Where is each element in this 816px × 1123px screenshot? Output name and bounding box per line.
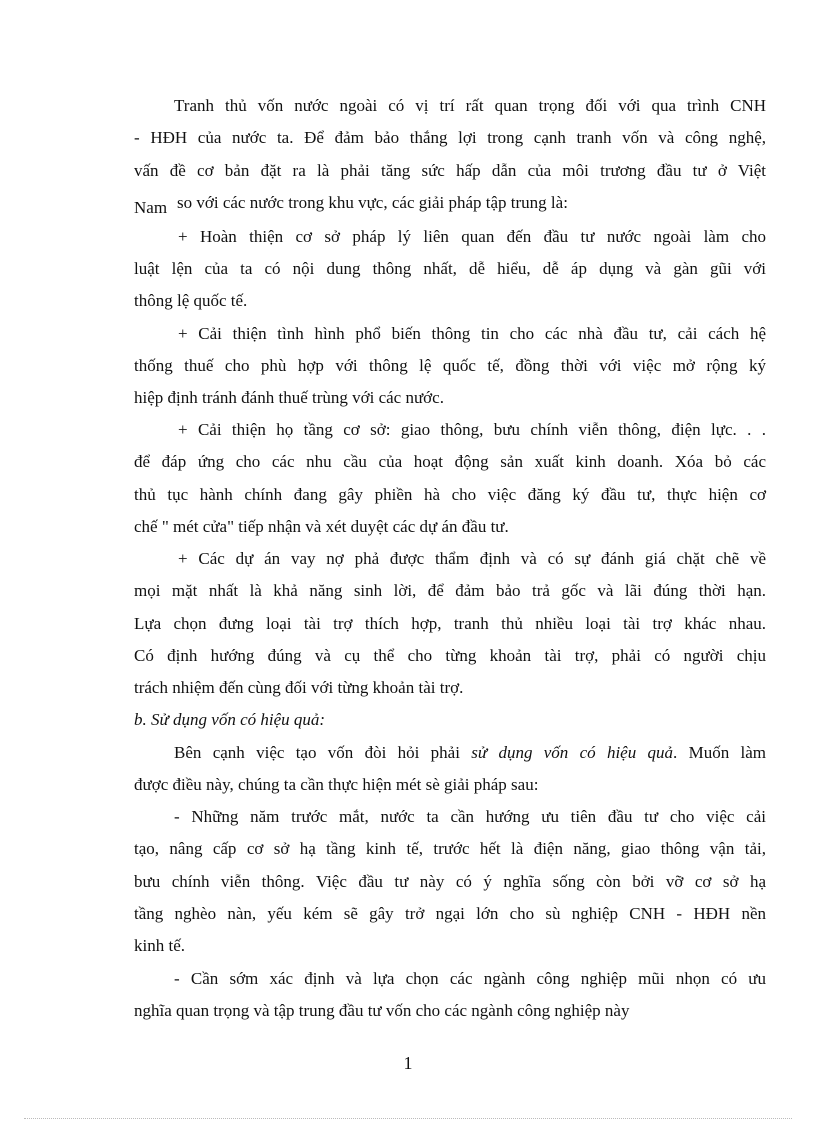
text-line: vấn đề cơ bản đặt ra là phải tăng sức hấp dẫn của môi trương đầu tư ở Việt <box>134 161 766 180</box>
text-line: thủ tục hành chính đang gây phiền hà cho việc đăng ký đầu tư, thực hiện cơ <box>134 485 766 504</box>
text-line: được điều này, chúng ta cần thực hiện mét sè giải pháp sau: <box>134 775 539 794</box>
text-line: + Các dự án vay nợ phả được thẩm định và có sự đánh giá chặt chẽ về <box>178 549 766 568</box>
text-line: + Hoàn thiện cơ sở pháp lý liên quan đến đầu tư nước ngoài làm cho <box>178 227 766 246</box>
text-line: để đáp ứng cho các nhu cầu của hoạt động sản xuất kinh doanh. Xóa bỏ các <box>134 452 766 471</box>
text-line: Tranh thủ vốn nước ngoài có vị trí rất quan trọng đối với qua trình CNH <box>174 96 766 115</box>
text-line: + Cải thiện họ tầng cơ sở: giao thông, bưu chính viễn thông, điện lực. . . <box>178 420 766 439</box>
text-line: - Cần sớm xác định và lựa chọn các ngành công nghiệp mũi nhọn có ưu <box>174 969 766 988</box>
text-line: + Cải thiện tình hình phổ biến thông tin cho các nhà đầu tư, cải cách hệ <box>178 324 766 343</box>
text-line: kinh tế. <box>134 936 185 955</box>
text-line: luật lện của ta có nội dung thông nhất, dễ hiểu, dễ áp dụng và gàn gũi với <box>134 259 766 278</box>
text-line: Có định hướng đúng và cụ thể cho từng khoản tài trợ, phải có người chịu <box>134 646 766 665</box>
text-segment: . Muốn làm <box>673 743 767 762</box>
text-line: bưu chính viễn thông. Việc đầu tư này có ý nghĩa sống còn bởi vỡ cơ sở hạ <box>134 872 766 891</box>
italic-phrase: sử dụng vốn có hiệu quả <box>471 743 674 762</box>
text-line <box>174 742 766 764</box>
text-line: - HĐH của nước ta. Để đảm bảo thắng lợi trong cạnh tranh vốn và công nghệ, <box>134 128 766 147</box>
text-line: hiệp định tránh đánh thuế trùng với các nước. <box>134 388 444 407</box>
text-line: so với các nước trong khu vực, các giải pháp tập trung là: <box>177 193 568 212</box>
text-line: tầng nghèo nàn, yếu kém sẽ gây trở ngại lớn cho sù nghiệp CNH - HĐH nền <box>134 904 766 923</box>
page-divider <box>24 1118 792 1119</box>
section-heading: b. Sử dụng vốn có hiệu quả: <box>134 710 326 729</box>
text-line: thống thuế cho phù hợp với thông lệ quốc tế, đồng thời với việc mở rộng ký <box>134 356 766 375</box>
text-line: nghĩa quan trọng và tập trung đầu tư vốn cho các ngành công nghiệp này <box>134 1001 630 1020</box>
text-line: Lựa chọn đưng loại tài trợ thích hợp, tranh thủ nhiều loại tài trợ khác nhau. <box>134 614 766 633</box>
text-line: - Những năm trước mắt, nước ta cần hướng ưu tiên đầu tư cho việc cải <box>174 807 766 826</box>
text-line: chế " mét cửa" tiếp nhận và xét duyệt các dự án đầu tư. <box>134 517 509 536</box>
text-line: trách nhiệm đến cùng đối với từng khoản tài trợ. <box>134 678 464 697</box>
page-number: 1 <box>403 1053 413 1073</box>
text-line: thông lệ quốc tế. <box>134 291 248 310</box>
text-line: tạo, nâng cấp cơ sở hạ tầng kinh tế, trước hết là điện năng, giao thông vận tải, <box>134 839 766 858</box>
text-line: mọi mặt nhất là khả năng sinh lời, để đảm bảo trả gốc và lãi đúng thời hạn. <box>134 581 766 600</box>
text-segment: Bên cạnh việc tạo vốn đòi hỏi phải <box>174 743 460 762</box>
text-line: Nam <box>134 198 168 217</box>
